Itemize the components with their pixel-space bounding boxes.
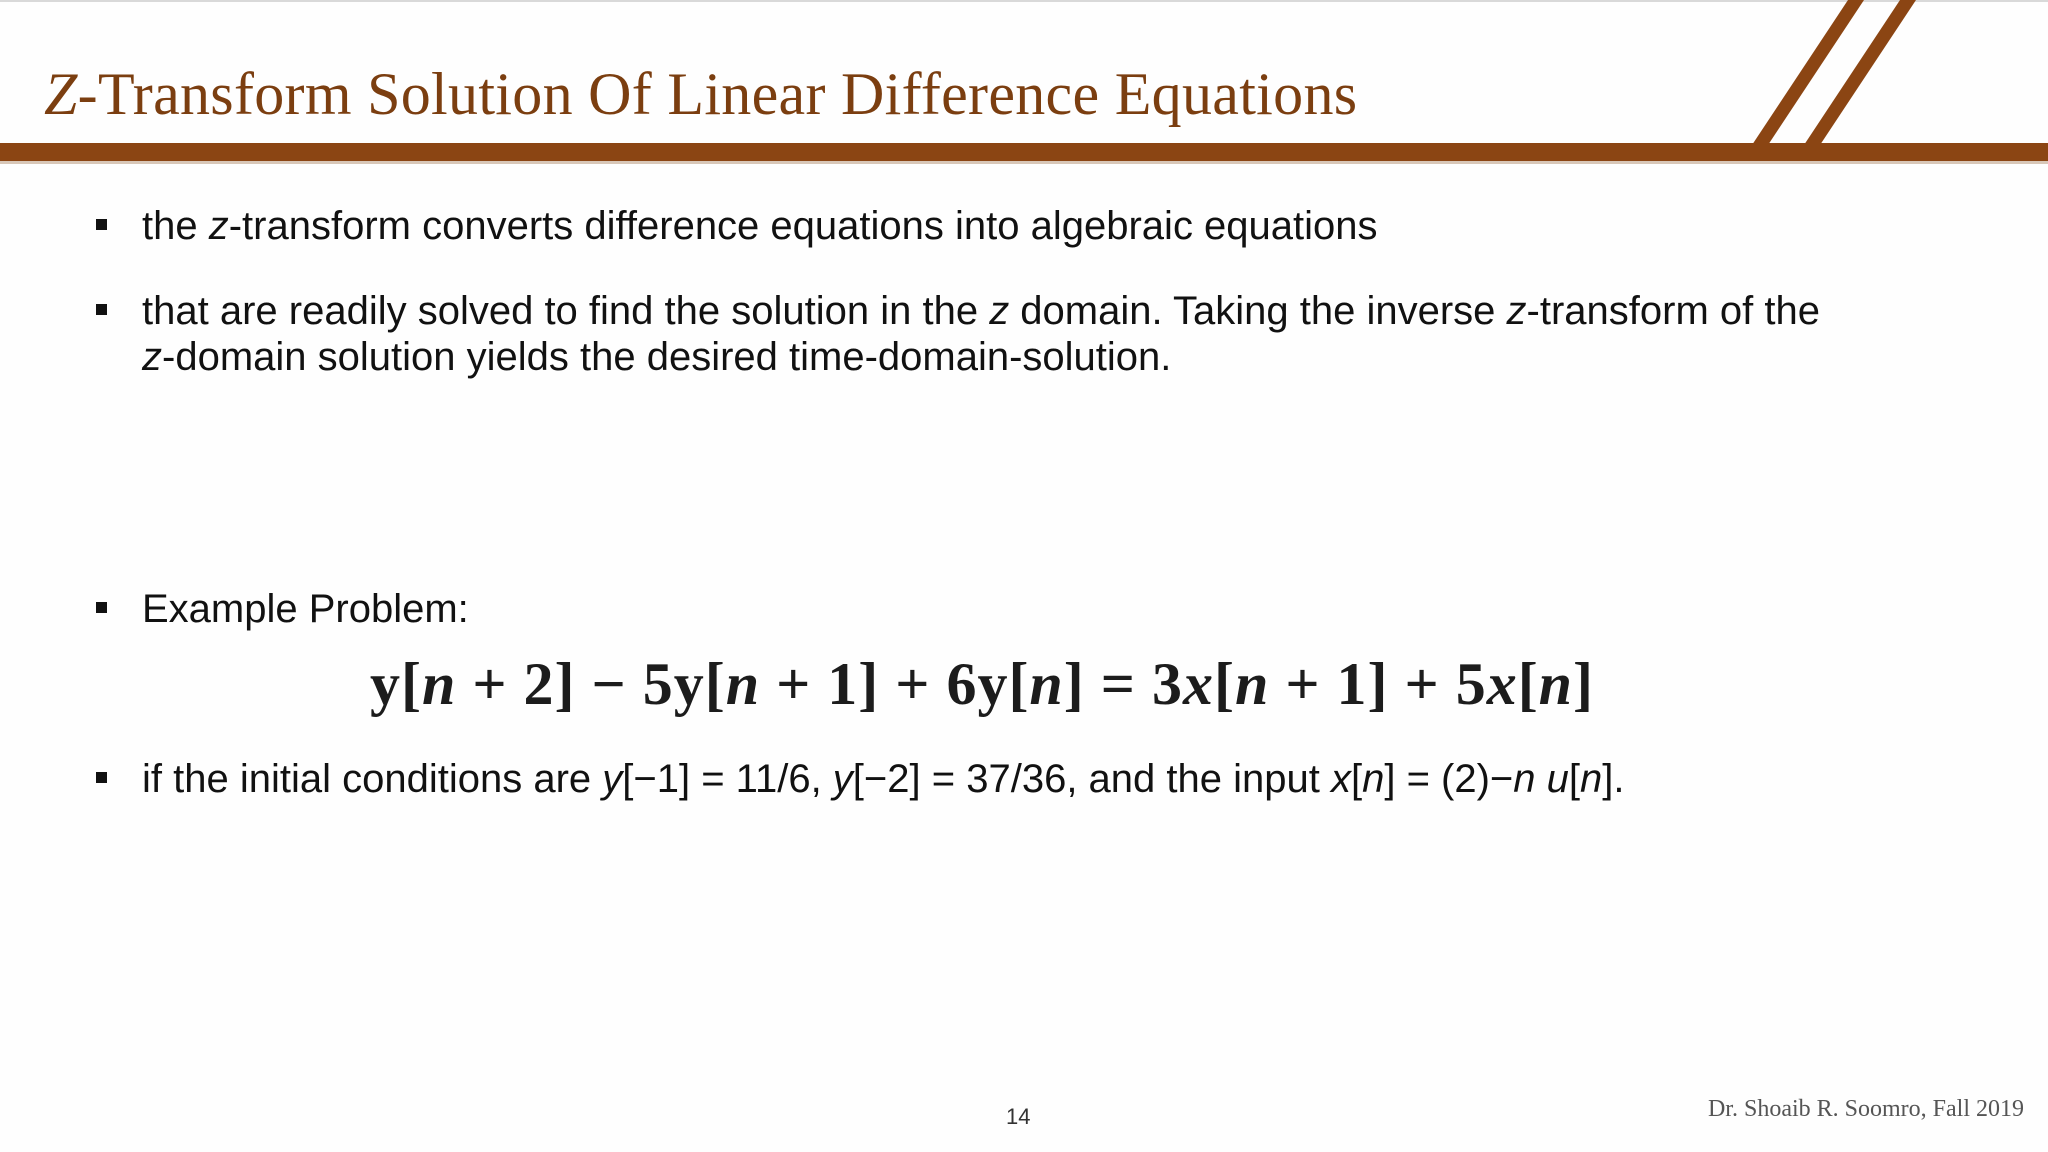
bullet-text: Example Problem: (142, 587, 469, 631)
bullet-marker (96, 772, 107, 783)
bullet-marker (96, 219, 107, 230)
slide-title (44, 60, 1357, 129)
difference-equation: y[n + 2] − 5y[n + 1] + 6y[n] = 3x[n + 1] + 5x[n] (370, 651, 1595, 717)
title-text: -Transform Solution Of Linear Difference Equations (77, 61, 1358, 127)
footer-author: Dr. Shoaib R. Soomro, Fall 2019 (1707, 1096, 2024, 1122)
decorative-slashes (1740, 0, 1920, 145)
title-underline-shadow (0, 161, 2048, 164)
bullet-marker (96, 602, 107, 613)
bullet-line-2: z-domain solution yields the desired time-domain-solution. (142, 335, 1172, 379)
bullet-line-1: that are readily solved to find the solution in the z domain. Taking the inverse z-transform of the (142, 289, 1820, 333)
bullet-text (142, 288, 1820, 380)
bullet-marker (96, 304, 107, 315)
bullet-text: the z-transform converts difference equations into algebraic equations (142, 204, 1378, 248)
title-underline-bar (0, 143, 2048, 161)
title-variable: Z (44, 61, 78, 127)
bullet-text: if the initial conditions are y[−1] = 11/6, y[−2] = 37/36, and the input x[n] = (2)−n u[n]. (142, 757, 1625, 801)
page-number: 14 (1006, 1104, 1031, 1129)
